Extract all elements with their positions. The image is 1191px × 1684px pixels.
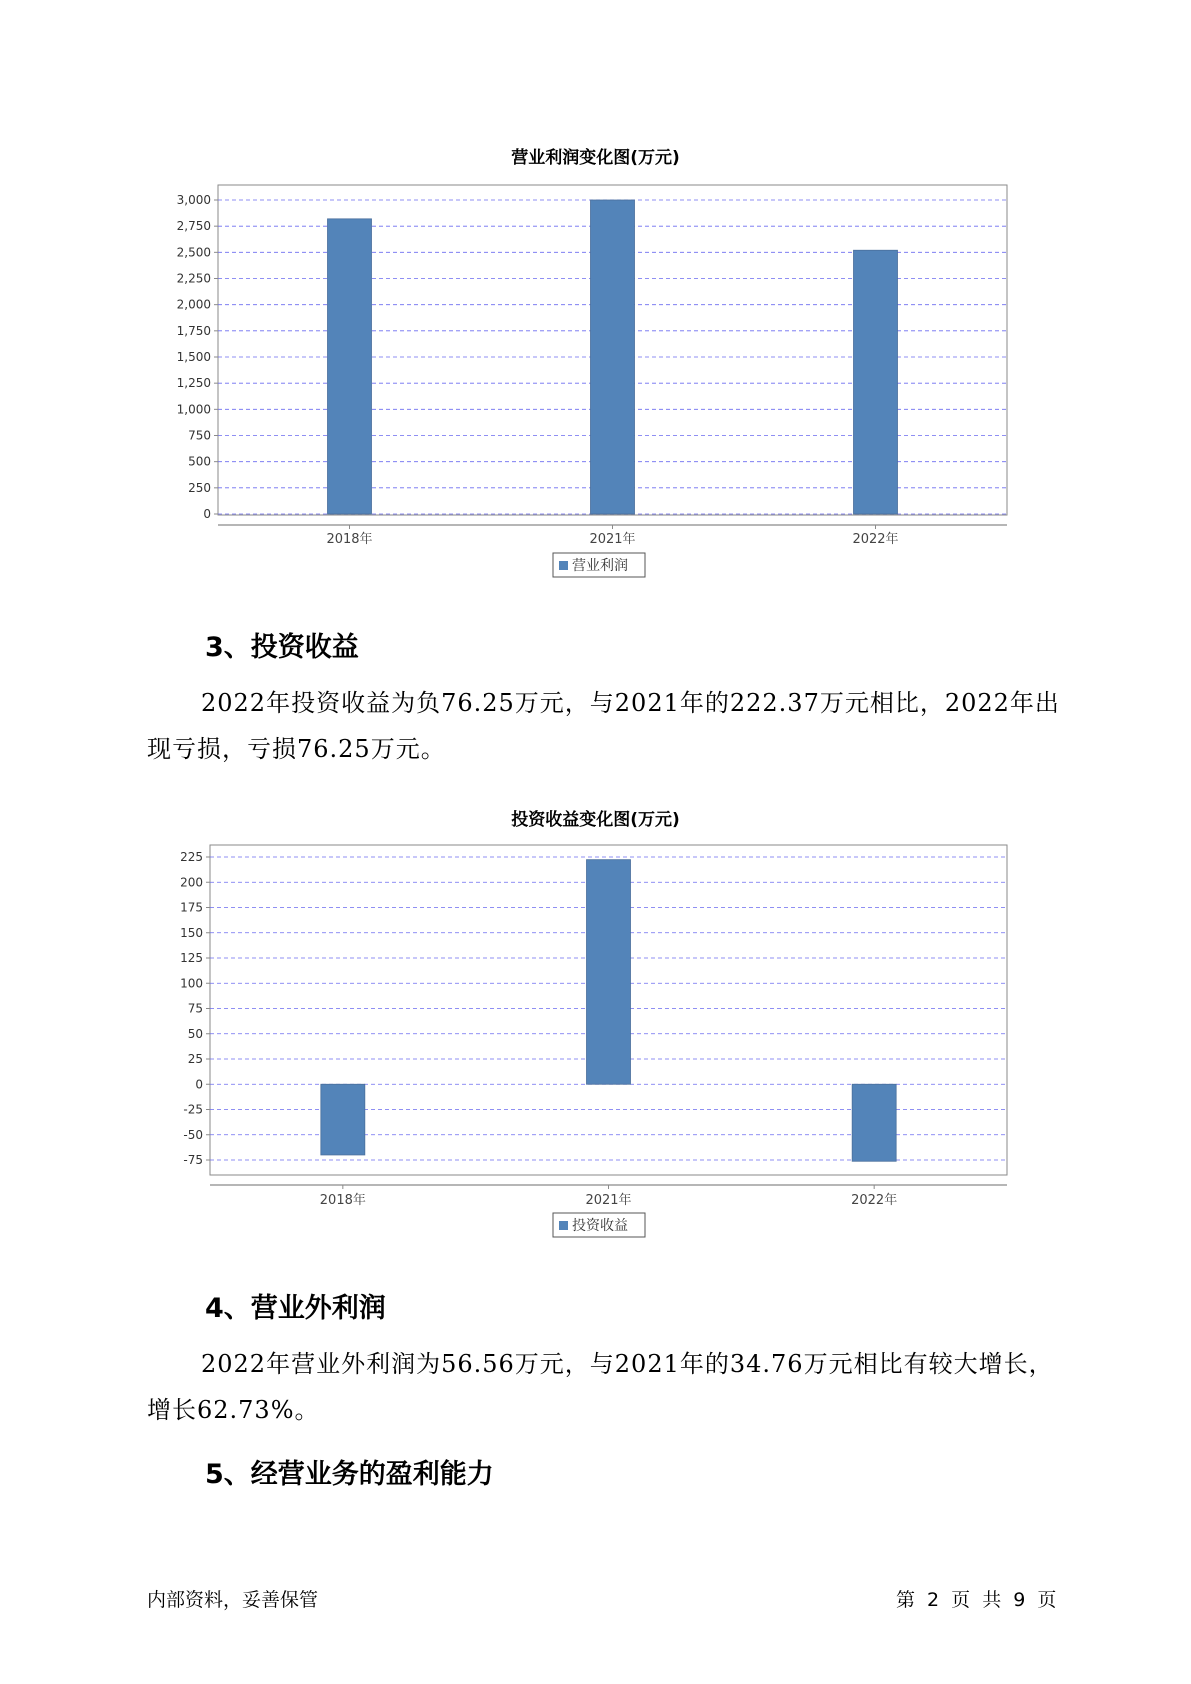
- legend-swatch: [559, 561, 568, 570]
- y-tick-label: 2,250: [176, 271, 211, 286]
- y-tick-label: -75: [183, 1153, 203, 1167]
- chart-title: 投资收益变化图(万元): [511, 810, 680, 830]
- y-tick-label: 200: [180, 875, 203, 890]
- operating-profit-chart: [0, 175, 1191, 615]
- y-tick-label: 100: [180, 976, 203, 991]
- bar: [328, 219, 372, 514]
- x-tick-label: 2018年: [319, 1193, 366, 1208]
- y-tick-label: 0: [203, 507, 211, 521]
- paragraph: 2022年投资收益为负76.25万元，与2021年的222.37万元相比，2022年出现亏损，亏损76.25万元。: [147, 689, 1060, 763]
- bar: [852, 1084, 896, 1161]
- y-tick-label: 1,250: [176, 376, 211, 391]
- y-tick-label: 175: [180, 900, 203, 915]
- section-heading: 3、投资收益: [205, 632, 359, 663]
- y-tick-label: 1,500: [176, 350, 211, 364]
- y-tick-label: 125: [180, 951, 203, 965]
- legend-label: 营业利润: [572, 558, 628, 574]
- bar: [591, 200, 635, 514]
- y-tick-label: 2,500: [176, 245, 211, 260]
- footer-confidential-note: 内部资料，妥善保管: [147, 1589, 319, 1611]
- bar: [321, 1084, 365, 1155]
- y-tick-label: 250: [188, 480, 211, 495]
- y-tick-label: 2,000: [176, 297, 211, 312]
- investment-income-chart: [0, 835, 1191, 1255]
- y-tick-label: 75: [187, 1001, 203, 1016]
- section-heading: 4、营业外利润: [205, 1293, 386, 1324]
- legend: [553, 1213, 645, 1237]
- y-tick-label: 25: [187, 1052, 203, 1066]
- x-tick-label: 2022年: [851, 1193, 898, 1208]
- y-tick-label: 3,000: [176, 193, 211, 207]
- y-tick-label: -25: [183, 1102, 203, 1117]
- paragraph: 2022年营业外利润为56.56万元，与2021年的34.76万元相比有较大增长，增长62.73%。: [147, 1350, 1054, 1424]
- y-tick-label: 2,750: [176, 219, 211, 234]
- footer-page-number: 第 2 页 共 9 页: [896, 1589, 1057, 1611]
- y-tick-label: 225: [180, 850, 203, 864]
- y-tick-label: 500: [188, 454, 211, 469]
- y-tick-label: 150: [180, 925, 203, 940]
- y-tick-label: 0: [195, 1077, 203, 1092]
- bar: [854, 250, 898, 514]
- section-heading: 5、经营业务的盈利能力: [205, 1459, 494, 1490]
- x-tick-label: 2018年: [326, 532, 373, 547]
- legend-swatch: [559, 1221, 568, 1230]
- y-tick-label: -50: [183, 1127, 203, 1142]
- legend-label: 投资收益: [572, 1218, 628, 1234]
- y-tick-label: 1,750: [176, 323, 211, 338]
- legend: [553, 553, 645, 577]
- x-tick-label: 2021年: [589, 532, 636, 547]
- bar: [587, 860, 631, 1085]
- y-tick-label: 750: [188, 428, 211, 443]
- y-tick-label: 1,000: [176, 402, 211, 417]
- chart-title: 营业利润变化图(万元): [511, 148, 680, 168]
- y-tick-label: 50: [187, 1026, 203, 1041]
- x-tick-label: 2022年: [852, 532, 899, 547]
- x-tick-label: 2021年: [585, 1193, 632, 1208]
